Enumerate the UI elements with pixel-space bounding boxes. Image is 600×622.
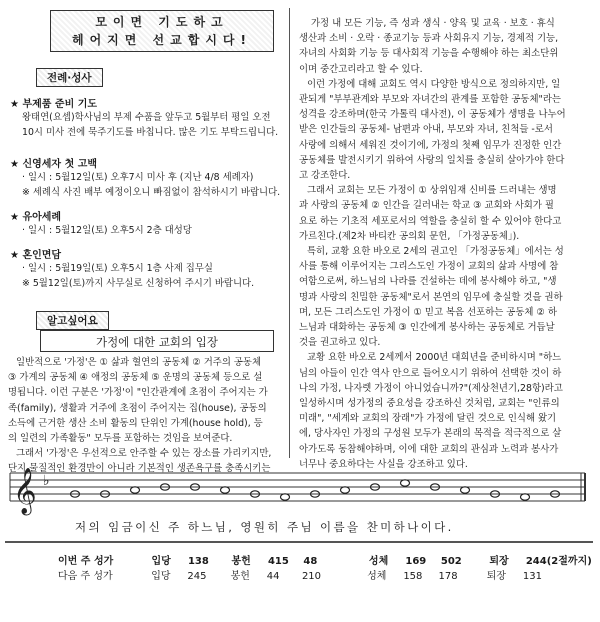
- item-title: ★ 신영세자 첫 고백: [10, 159, 98, 170]
- text-line: 공동체를 발전시키기 위하여 사랑의 일치를 충실히 살아가야 한다: [299, 154, 565, 166]
- entrance-value: 138: [187, 556, 209, 567]
- offertory-value-1: 415: [267, 556, 289, 567]
- text-line: 님의 아들이 인간 역사 안으로 들어오시기 위하여 선택한 것이 하: [299, 367, 562, 379]
- text-line: 요로 하는 기초적 세포로서의 역할을 충실히 할 수 있어야 한다고: [299, 215, 562, 227]
- text-line: 것을 권고하고 있다.: [299, 337, 381, 349]
- text-line: 단지 물질적인 환경만이 아니라 기본적인 생존욕구를 충족시키는: [8, 463, 271, 475]
- item-title: ★ 혼인면담: [10, 250, 62, 261]
- note-head: [461, 487, 470, 493]
- text-line: 족(family), 생활과 거주에 초점이 주어지는 집(house), 공동의: [8, 402, 267, 414]
- hymn-stats-next-week: [58, 567, 542, 582]
- offertory-value-1: 44: [266, 571, 280, 582]
- text-line: 받은 인간들의 공동체- 남편과 아내, 부모와 자녀, 친척들 -로서: [299, 124, 553, 136]
- text-line: 일성하시며 성가정의 중요성을 강조하신 것처럼, 교회는 "인류의: [299, 398, 560, 410]
- note-head: [401, 480, 410, 486]
- stats-label: 이번 주 성가: [58, 556, 114, 567]
- liturgy-item-4: [10, 246, 254, 291]
- text-line: 그래서 교회는 모든 가정이 ① 상위임재 신비를 드러내는 생명: [307, 185, 557, 197]
- music-staff: [5, 459, 590, 519]
- text-line: 관되게 "부부관계와 부모와 자녀간의 관계를 포함한 공동체"라는: [299, 94, 561, 106]
- text-line: 자녀의 사회화 기능 등 대사회적 기능을 수행해야 하는 최소단위: [299, 48, 559, 60]
- communion-value-1: 169: [405, 556, 427, 567]
- subtitle-box: [40, 330, 274, 352]
- communion-value-2: 178: [438, 571, 458, 582]
- offertory-value-2: 48: [303, 556, 318, 567]
- text-line: 여함으로써, 하느님의 나라를 건설하는 데에 봉사해야 하고, "생: [299, 276, 557, 288]
- svg-text:𝄞: 𝄞: [13, 468, 37, 514]
- entrance-label: 입당: [151, 571, 171, 582]
- communion-label: 성체: [368, 556, 389, 567]
- note-head: [221, 487, 230, 493]
- staff-svg: [5, 459, 590, 519]
- item-line: · 일시 : 5월19일(토) 오후5시 1층 사제 집무실: [22, 263, 213, 274]
- text-line: 그래서 '가정'은 우선적으로 안주할 수 있는 장소를 가리키지만,: [16, 448, 272, 460]
- banner-line-1: 모이면 기도하고: [95, 15, 229, 29]
- note-head: [281, 494, 290, 500]
- item-line: 왕태연(요셉)학사님의 부제 수품을 앞두고 5월부터 평일 오전: [22, 112, 271, 123]
- note-head: [131, 487, 140, 493]
- item-line: ※ 5월12일(토)까지 사무실로 신청하여 주시기 바랍니다.: [22, 278, 255, 290]
- item-title: ★ 부제품 준비 기도: [10, 99, 98, 110]
- text-line: 느님과 대화하는 공동체 ③ 인간에게 봉사하는 공동체로 거듭날: [299, 322, 555, 334]
- item-line: · 일시 : 5월12일(토) 오후5시 2층 대성당: [22, 225, 192, 236]
- article-body-right: [299, 16, 566, 472]
- section-title-liturgy: 전례·성사: [36, 68, 103, 87]
- offertory-label: 봉헌: [230, 571, 250, 582]
- text-line: 명과 사랑의 친밀한 공동체"로서 본연의 임무에 충실할 것을 권하: [299, 291, 563, 303]
- item-line: ※ 세례식 사진 배부 예정이오니 빠짐없이 참석하시기 바랍니다.: [22, 187, 281, 199]
- text-line: 이며 중간고리라고 할 수 있다.: [299, 63, 423, 75]
- text-line: 고 강조한다.: [299, 170, 351, 182]
- entrance-value: 245: [187, 571, 207, 582]
- exit-value: 131: [522, 571, 542, 582]
- banner-line-2: 헤어지면 선교합시다!: [72, 33, 252, 47]
- text-line: ③ 가계의 공동체 ④ 애정의 공동체 ⑤ 운명의 공동체 등으로 설: [8, 372, 263, 384]
- communion-label: 성체: [367, 571, 387, 582]
- column-divider: [289, 8, 290, 458]
- section-title-faq: 알고싶어요: [36, 311, 109, 330]
- svg-text:♭: ♭: [43, 473, 50, 489]
- text-line: 소득에 근거한 생산 소비 활동의 단위인 가계(house hold), 등: [8, 417, 263, 429]
- note-head: [521, 494, 530, 500]
- item-line: · 일시 : 5월12일(토) 오후7시 미사 후 (지난 4/8 세례자): [22, 172, 254, 183]
- exit-value: 244(2절까지): [525, 556, 592, 567]
- liturgy-item-3: [10, 208, 192, 238]
- exit-label: 퇴장: [486, 571, 507, 582]
- offertory-label: 봉헌: [231, 556, 251, 567]
- liturgy-item-1: [10, 95, 278, 140]
- text-line: 과 사랑의 공동체 ② 인간을 길러내는 학교 ③ 교회와 사회가 필: [299, 200, 554, 212]
- text-line: 아가도록 동참해야하며, 이에 대한 교회의 관심과 노력과 봉사가: [299, 443, 559, 455]
- text-line: 명됩니다. 이런 구분은 '가정'이 "인간관계에 초점이 주어지는 가: [8, 387, 268, 399]
- hymn-stats-this-week: [58, 552, 592, 567]
- text-line: 나의 가정, 나자렛 가정이 아니었습니까?"(제상천년기,28항)라고: [299, 382, 563, 394]
- text-line: 사랑에 의해서 세워진 것이기에, 가정의 첫째 임무가 진정한 인간: [299, 139, 562, 151]
- text-line: 이런 가정에 대해 교회도 역시 다양한 방식으로 정의하지만, 일: [307, 78, 561, 90]
- communion-value-2: 502: [440, 556, 462, 567]
- entrance-label: 입당: [151, 556, 171, 567]
- text-line: 며, 모든 그리스도인 가정이 ① 믿고 복음 선포하는 공동체 ② 하: [299, 306, 557, 318]
- article-subtitle: 가정에 대한 교회의 입장: [95, 335, 219, 349]
- note-head: [341, 487, 350, 493]
- text-line: 생산과 소비 · 오락 · 종교기능 등과 사회유지 기능, 경제적 기능,: [299, 33, 559, 45]
- stats-divider: [5, 541, 593, 543]
- stats-label: 다음 주 성가: [58, 571, 113, 582]
- header-banner: [50, 10, 274, 52]
- text-line: 일반적으로 '가정'은 ① 삶과 혈연의 공동체 ② 거주의 공동체: [16, 357, 262, 368]
- text-line: 미래", "세계와 교회의 장래"가 가정에 달린 것으로 인식해 왔기: [299, 413, 557, 425]
- text-line: 특히, 교황 요한 바오로 2세의 권고인 「가정공동체」에서는 성: [307, 246, 564, 258]
- communion-value-1: 158: [403, 571, 423, 582]
- text-line: 에, 당사자인 가정의 구성원 모두가 본래의 목적을 적극적으로 살: [299, 428, 562, 440]
- item-line: 10시 미사 전에 묵주기도를 바칩니다. 많은 기도 부탁드립니다.: [22, 127, 279, 139]
- hymn-lyrics: 저의 임금이신 주 하느님, 영원히 주님 이름을 찬미하나이다.: [75, 520, 454, 534]
- liturgy-item-2: [10, 155, 280, 200]
- text-line: 가르친다.(제2차 바티칸 공의회 문헌, 「가정공동체」).: [299, 230, 520, 242]
- text-line: 너무나 중요하다는 사실을 강조하고 있다.: [299, 458, 468, 470]
- text-line: 교황 요한 바오로 2세께서 2000년 대희년을 준비하시며 "하느: [307, 352, 562, 364]
- offertory-value-2: 210: [301, 571, 322, 582]
- text-line: 가정 내 모든 기능, 즉 성과 생식 · 양육 및 교육 · 보호 · 휴식: [311, 18, 555, 29]
- exit-label: 퇴장: [489, 556, 509, 567]
- text-line: 의 일련의 가족활동" 모두를 포함하는 것임을 보여준다.: [8, 433, 233, 445]
- item-title: ★ 유아세례: [10, 212, 62, 223]
- text-line: 성격을 강조하며(한국 가톨릭 대사전), 이 공동체가 생명을 나누어: [299, 109, 566, 121]
- text-line: 사를 통해 이루어지는 그리스도인 가정이 교회의 삶과 사명에 참: [299, 261, 559, 273]
